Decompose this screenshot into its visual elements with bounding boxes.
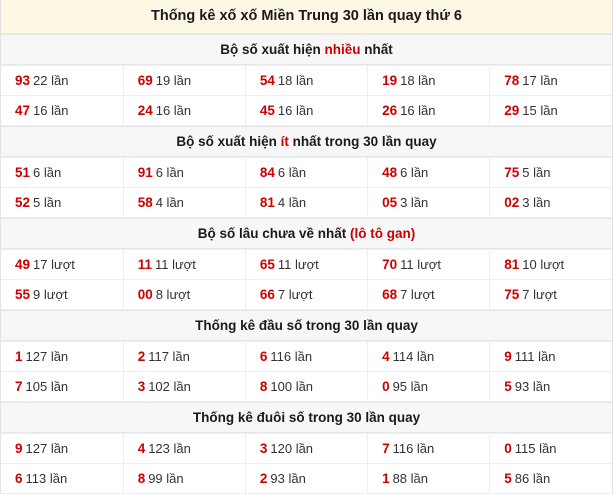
stat-count: 4 lần bbox=[155, 195, 184, 210]
stat-count: 5 lần bbox=[522, 165, 551, 180]
stat-number: 81 bbox=[259, 195, 275, 210]
section-title-prefix: Thống kê đầu số trong 30 lần quay bbox=[195, 318, 418, 333]
stat-count: 6 lần bbox=[155, 165, 184, 180]
stat-number: 0 bbox=[504, 441, 512, 456]
stat-cell[interactable] bbox=[490, 342, 612, 372]
stat-count: 16 lần bbox=[33, 103, 69, 118]
section-title-prefix: Thống kê đuôi số trong 30 lần quay bbox=[192, 410, 421, 425]
stat-number: 24 bbox=[137, 103, 153, 118]
stat-number: 4 bbox=[137, 441, 146, 456]
stat-count: 11 lượt bbox=[400, 257, 441, 272]
stat-count: 86 lần bbox=[514, 471, 551, 486]
stat-count: 18 lần bbox=[277, 73, 314, 88]
stat-count: 7 lượt bbox=[522, 287, 557, 302]
stat-count: 6 lần bbox=[277, 165, 307, 180]
stat-cell[interactable] bbox=[1, 96, 123, 126]
stat-cell[interactable] bbox=[123, 66, 245, 96]
table-row bbox=[1, 434, 612, 464]
stat-number: 11 bbox=[137, 257, 152, 272]
stat-cell[interactable] bbox=[245, 434, 367, 464]
stat-count: 116 lần bbox=[392, 441, 435, 456]
stat-cell[interactable] bbox=[245, 96, 367, 126]
section-header-most-frequent bbox=[1, 34, 612, 65]
table-row bbox=[1, 342, 612, 372]
table-row bbox=[1, 96, 612, 126]
stat-number: 05 bbox=[382, 195, 398, 210]
stat-count: 4 lần bbox=[277, 195, 307, 210]
table-most-frequent bbox=[1, 65, 612, 126]
stat-count: 117 lần bbox=[148, 349, 190, 364]
stat-count: 18 lần bbox=[400, 73, 436, 88]
stat-cell[interactable] bbox=[490, 96, 612, 126]
stat-cell[interactable] bbox=[1, 464, 123, 494]
stat-number: 49 bbox=[15, 257, 31, 272]
stat-number: 68 bbox=[382, 287, 398, 302]
stat-cell[interactable] bbox=[490, 434, 612, 464]
stat-cell[interactable] bbox=[368, 280, 490, 310]
stat-count: 19 lần bbox=[155, 73, 192, 88]
section-title-suffix: nhất bbox=[360, 42, 393, 57]
stat-cell[interactable] bbox=[368, 372, 490, 402]
stat-count: 120 lần bbox=[270, 441, 314, 456]
stat-cell[interactable] bbox=[490, 66, 612, 96]
stat-count: 105 lần bbox=[25, 379, 69, 394]
section-title-prefix: Bộ số lâu chưa về nhất bbox=[197, 226, 351, 241]
stat-number: 1 bbox=[15, 349, 23, 364]
stat-number: 52 bbox=[15, 195, 31, 210]
stat-count: 3 lần bbox=[522, 195, 551, 210]
table-row bbox=[1, 158, 612, 188]
stat-cell[interactable] bbox=[1, 434, 123, 464]
stat-cell[interactable] bbox=[245, 280, 367, 310]
stat-count: 123 lần bbox=[148, 441, 191, 456]
table-tail-digits bbox=[1, 433, 612, 494]
stat-number: 2 bbox=[259, 471, 268, 486]
stat-count: 5 lần bbox=[33, 195, 62, 210]
stat-number: 5 bbox=[504, 379, 512, 394]
stat-number: 9 bbox=[504, 349, 512, 364]
stat-number: 93 bbox=[15, 73, 31, 88]
stat-number: 3 bbox=[259, 441, 268, 456]
stat-count: 11 lượt bbox=[277, 257, 319, 272]
stat-number: 45 bbox=[259, 103, 275, 118]
stat-number: 65 bbox=[259, 257, 275, 272]
stat-cell[interactable] bbox=[1, 372, 123, 402]
stat-cell[interactable] bbox=[1, 188, 123, 218]
stat-cell[interactable] bbox=[245, 158, 367, 188]
stat-cell[interactable] bbox=[245, 250, 367, 280]
stat-number: 8 bbox=[259, 379, 268, 394]
stat-cell[interactable] bbox=[368, 434, 490, 464]
stat-count: 127 lần bbox=[25, 349, 69, 364]
stat-number: 66 bbox=[259, 287, 275, 302]
stat-count: 16 lần bbox=[400, 103, 436, 118]
stat-number: 6 bbox=[15, 471, 23, 486]
table-least-frequent bbox=[1, 157, 612, 218]
stat-cell[interactable] bbox=[123, 464, 245, 494]
stat-cell[interactable] bbox=[1, 342, 123, 372]
stat-count: 111 lần bbox=[514, 349, 556, 364]
stat-number: 58 bbox=[137, 195, 153, 210]
stat-cell[interactable] bbox=[245, 66, 367, 96]
stat-number: 02 bbox=[504, 195, 520, 210]
table-row bbox=[1, 464, 612, 494]
stat-count: 102 lần bbox=[148, 379, 191, 394]
stat-number: 5 bbox=[504, 471, 512, 486]
section-header-least-frequent bbox=[1, 126, 612, 157]
stat-count: 10 lượt bbox=[522, 257, 565, 272]
stat-number: 51 bbox=[15, 165, 31, 180]
stat-count: 15 lần bbox=[522, 103, 558, 118]
stat-cell[interactable] bbox=[1, 280, 123, 310]
stat-number: 81 bbox=[504, 257, 520, 272]
stat-number: 7 bbox=[382, 441, 390, 456]
stat-number: 75 bbox=[504, 165, 520, 180]
stat-number: 75 bbox=[504, 287, 520, 302]
stat-cell[interactable] bbox=[490, 158, 612, 188]
section-header-tail-digits bbox=[1, 402, 612, 433]
section-header-longest-absent bbox=[1, 218, 612, 249]
section-header-head-digits bbox=[1, 310, 612, 341]
stat-cell[interactable] bbox=[245, 188, 367, 218]
section-title-prefix: Bộ số xuất hiện bbox=[220, 42, 325, 57]
stat-cell[interactable] bbox=[123, 158, 245, 188]
stat-count: 93 lần bbox=[514, 379, 551, 394]
section-title-highlight: nhiều bbox=[324, 42, 361, 57]
stat-cell[interactable] bbox=[490, 464, 612, 494]
stat-cell[interactable] bbox=[368, 158, 490, 188]
stat-cell[interactable] bbox=[123, 250, 245, 280]
stat-number: 2 bbox=[137, 349, 146, 364]
section-title-suffix: nhất trong 30 lần quay bbox=[288, 134, 437, 149]
table-head-digits bbox=[1, 341, 612, 402]
stat-cell[interactable] bbox=[123, 188, 245, 218]
stat-number: 70 bbox=[382, 257, 398, 272]
stat-count: 16 lần bbox=[277, 103, 314, 118]
stat-count: 16 lần bbox=[155, 103, 192, 118]
stat-cell[interactable] bbox=[1, 66, 123, 96]
stat-count: 93 lần bbox=[270, 471, 306, 486]
stat-number: 55 bbox=[15, 287, 31, 302]
stat-cell[interactable] bbox=[490, 188, 612, 218]
stat-cell[interactable] bbox=[368, 250, 490, 280]
table-row bbox=[1, 188, 612, 218]
stat-count: 22 lần bbox=[33, 73, 69, 88]
stat-number: 84 bbox=[259, 165, 275, 180]
stat-count: 115 lần bbox=[514, 441, 557, 456]
stat-cell[interactable] bbox=[1, 250, 123, 280]
page-title: Thống kê xố xố Miền Trung 30 lần quay thứ 6 bbox=[1, 0, 612, 34]
section-title-highlight: (lô tô gan) bbox=[350, 226, 416, 241]
stat-number: 0 bbox=[382, 379, 390, 394]
stat-number: 48 bbox=[382, 165, 398, 180]
table-longest-absent bbox=[1, 249, 612, 310]
stat-count: 7 lượt bbox=[400, 287, 435, 302]
stat-count: 6 lần bbox=[400, 165, 429, 180]
stat-number: 69 bbox=[137, 73, 153, 88]
stat-number: 4 bbox=[382, 349, 390, 364]
stat-number: 54 bbox=[259, 73, 275, 88]
stat-number: 7 bbox=[15, 379, 23, 394]
stat-count: 11 lượt bbox=[154, 257, 196, 272]
stat-number: 1 bbox=[382, 471, 390, 486]
stat-count: 17 lượt bbox=[33, 257, 75, 272]
stat-count: 95 lần bbox=[392, 379, 428, 394]
table-row bbox=[1, 372, 612, 402]
stat-number: 78 bbox=[504, 73, 520, 88]
stat-cell[interactable] bbox=[245, 464, 367, 494]
stat-number: 00 bbox=[137, 287, 153, 302]
stat-cell[interactable] bbox=[368, 66, 490, 96]
stat-cell[interactable] bbox=[245, 342, 367, 372]
stat-cell[interactable] bbox=[123, 280, 245, 310]
stat-count: 113 lần bbox=[25, 471, 68, 486]
stat-count: 8 lượt bbox=[155, 287, 191, 302]
stat-cell[interactable] bbox=[490, 280, 612, 310]
stat-cell[interactable] bbox=[490, 250, 612, 280]
table-row bbox=[1, 66, 612, 96]
stat-cell[interactable] bbox=[368, 188, 490, 218]
stat-count: 100 lần bbox=[270, 379, 314, 394]
stat-count: 116 lần bbox=[270, 349, 313, 364]
stat-cell[interactable] bbox=[1, 158, 123, 188]
stat-number: 9 bbox=[15, 441, 23, 456]
stat-cell[interactable] bbox=[123, 434, 245, 464]
stat-cell[interactable] bbox=[123, 372, 245, 402]
stat-count: 127 lần bbox=[25, 441, 69, 456]
stat-count: 17 lần bbox=[522, 73, 558, 88]
stat-cell[interactable] bbox=[490, 372, 612, 402]
stat-cell[interactable] bbox=[245, 372, 367, 402]
section-title-highlight: ít bbox=[280, 134, 289, 149]
table-row bbox=[1, 280, 612, 310]
stat-number: 26 bbox=[382, 103, 398, 118]
table-row bbox=[1, 250, 612, 280]
stat-count: 88 lần bbox=[392, 471, 428, 486]
stat-cell[interactable] bbox=[368, 342, 490, 372]
stat-count: 7 lượt bbox=[277, 287, 313, 302]
stat-cell[interactable] bbox=[123, 96, 245, 126]
stat-count: 6 lần bbox=[33, 165, 62, 180]
stat-number: 6 bbox=[259, 349, 268, 364]
stat-number: 29 bbox=[504, 103, 520, 118]
stat-count: 9 lượt bbox=[33, 287, 68, 302]
stat-count: 114 lần bbox=[392, 349, 435, 364]
stat-number: 3 bbox=[137, 379, 146, 394]
stat-cell[interactable] bbox=[368, 464, 490, 494]
stat-count: 3 lần bbox=[400, 195, 429, 210]
stat-count: 99 lần bbox=[148, 471, 184, 486]
stat-cell[interactable] bbox=[368, 96, 490, 126]
stat-number: 8 bbox=[137, 471, 146, 486]
stat-number: 19 bbox=[382, 73, 398, 88]
stat-cell[interactable] bbox=[123, 342, 245, 372]
stat-number: 47 bbox=[15, 103, 31, 118]
section-title-prefix: Bộ số xuất hiện bbox=[176, 134, 281, 149]
stat-number: 91 bbox=[137, 165, 153, 180]
